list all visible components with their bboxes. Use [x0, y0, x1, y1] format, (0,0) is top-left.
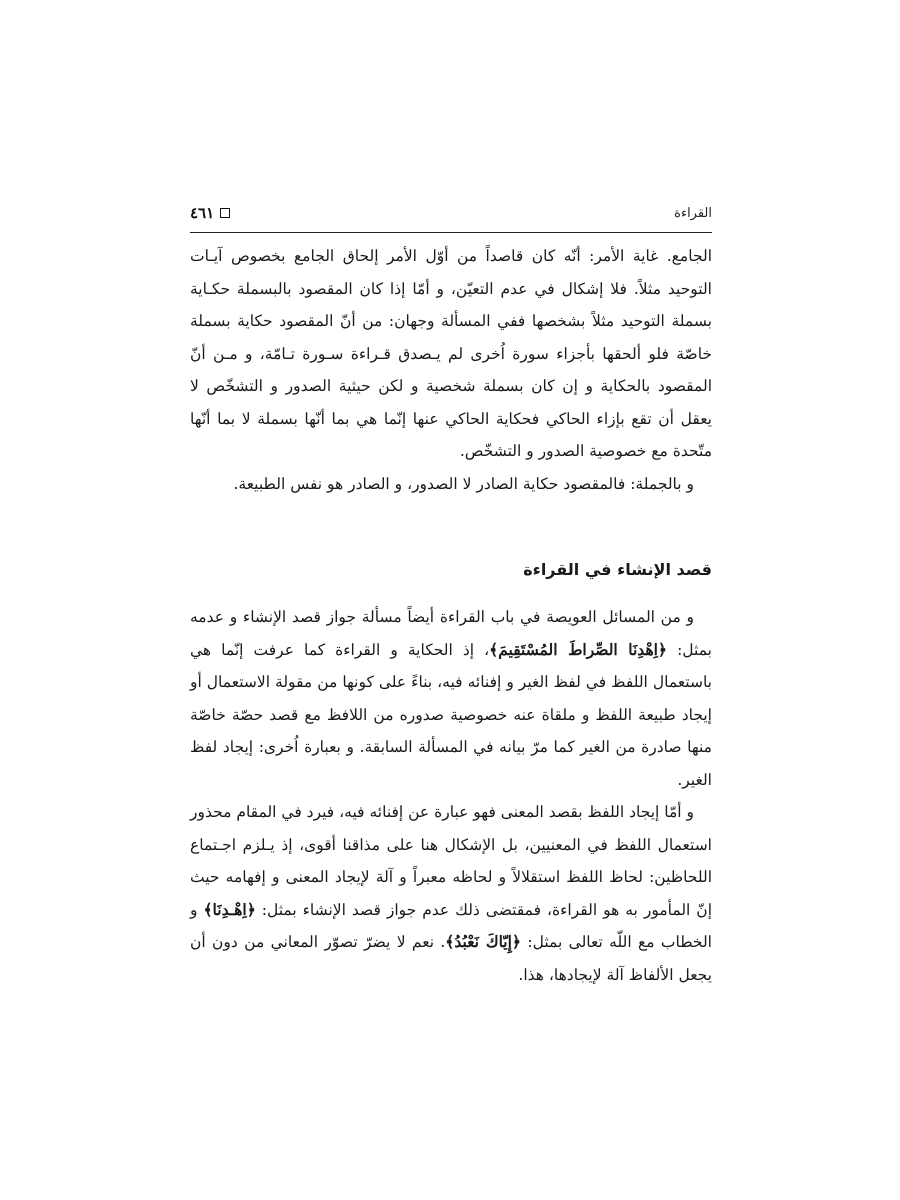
body-text [190, 240, 712, 500]
paragraph-3 [190, 601, 712, 796]
section-heading: قصد الإنشاء في القراءة [523, 560, 712, 579]
page-number-text: ٤٦١ [190, 204, 215, 222]
paragraph-4-text-b: و الخطاب مع اللّه تعالى بمثل: [190, 900, 712, 951]
paragraph-4 [190, 796, 712, 991]
quran-quote: ﴿اِهْدِنَا الصِّراطَ المُسْتَقِيمَ﴾ [489, 639, 668, 659]
square-icon [220, 208, 230, 218]
page-number [190, 204, 230, 222]
section-body [190, 601, 712, 991]
paragraph-1: الجامع. غاية الأمر: أنّه كان قاصداً من أوّل الأمر إلحاق الجامع بخصوص آيـات التوحيد مثلاً. فلا إشكال في عدم التعيّن، و أمّا إذا كان المقصود بالبسملة حكـاية بسملة التوحيد مثلاً بشخصها ففي المسألة وجهان: من أنّ المقصود حكاية بسملة خاصّة فلو ألحقها بأجزاء سورة اُخرى لم يـصدق قـراءة سـورة تـامّة، و مـن أنّ المقصود بالحكاية و إن كان بسملة شخصية و لكن حيثية الصدور و التشخّص لا يعقل أن تقع بإزاء الحاكي فحكاية الحاكي عنها إنّما هي بما أنّها بسملة لا بما أنّها متّحدة مع خصوصية الصدور و التشخّص. [190, 247, 712, 460]
paragraph-4-text-c: . نعم لا يضرّ تصوّر المعاني من دون أن يجعل الألفاظ آلة لإيجادها، هذا. [190, 933, 712, 984]
paragraph-2: و بالجملة: فالمقصود حكاية الصادر لا الصدور، و الصادر هو نفس الطبيعة. [233, 474, 694, 493]
paragraph-3-text-a: و من المسائل العويصة في باب القراءة أيضاً مسألة جواز قصد الإنشاء و عدمه بمثل: [190, 608, 712, 659]
paragraph-3-text-b: ، إذ الحكاية و القراءة كما عرفت إنّما هي باستعمال اللفظ في لفظ الغير و إفنائه فيه، بناءً على كونها من مقولة الاستعمال أو إيجاد طبيعة اللفظ و ملقاة عنه خصوصية صدوره من اللافظ مع قصد حصّة خاصّة منها صادرة من الغير كما مرّ بيانه في المسألة السابقة. و بعبارة اُخرى: إيجاد لفظ الغير. [190, 640, 712, 789]
running-title: القراءة [674, 206, 712, 221]
page-header [190, 204, 712, 228]
paragraph-4-text-a: و أمّا إيجاد اللفظ بقصد المعنى فهو عبارة عن إفنائه فيه، فيرد في المقام محذور استعمال اللفظ في المعنيين، بل الإشكال هنا على مذاقنا أقوى، إذ يـلزم اجـتماع اللحاظين: لحاظ اللفظ استقلالاً و لحاظه معبراً و آلة لإيجاد المعنى و إفهامه حيث إنّ المأمور به هو القراءة، فمقتضى ذلك عدم جواز قصد الإنشاء بمثل: [190, 803, 712, 919]
quran-quote: ﴿اِهْـدِنَا﴾ [203, 899, 256, 919]
quran-quote: ﴿إِيّاكَ نَعْبُدُ﴾ [445, 932, 522, 951]
header-rule [190, 232, 712, 233]
